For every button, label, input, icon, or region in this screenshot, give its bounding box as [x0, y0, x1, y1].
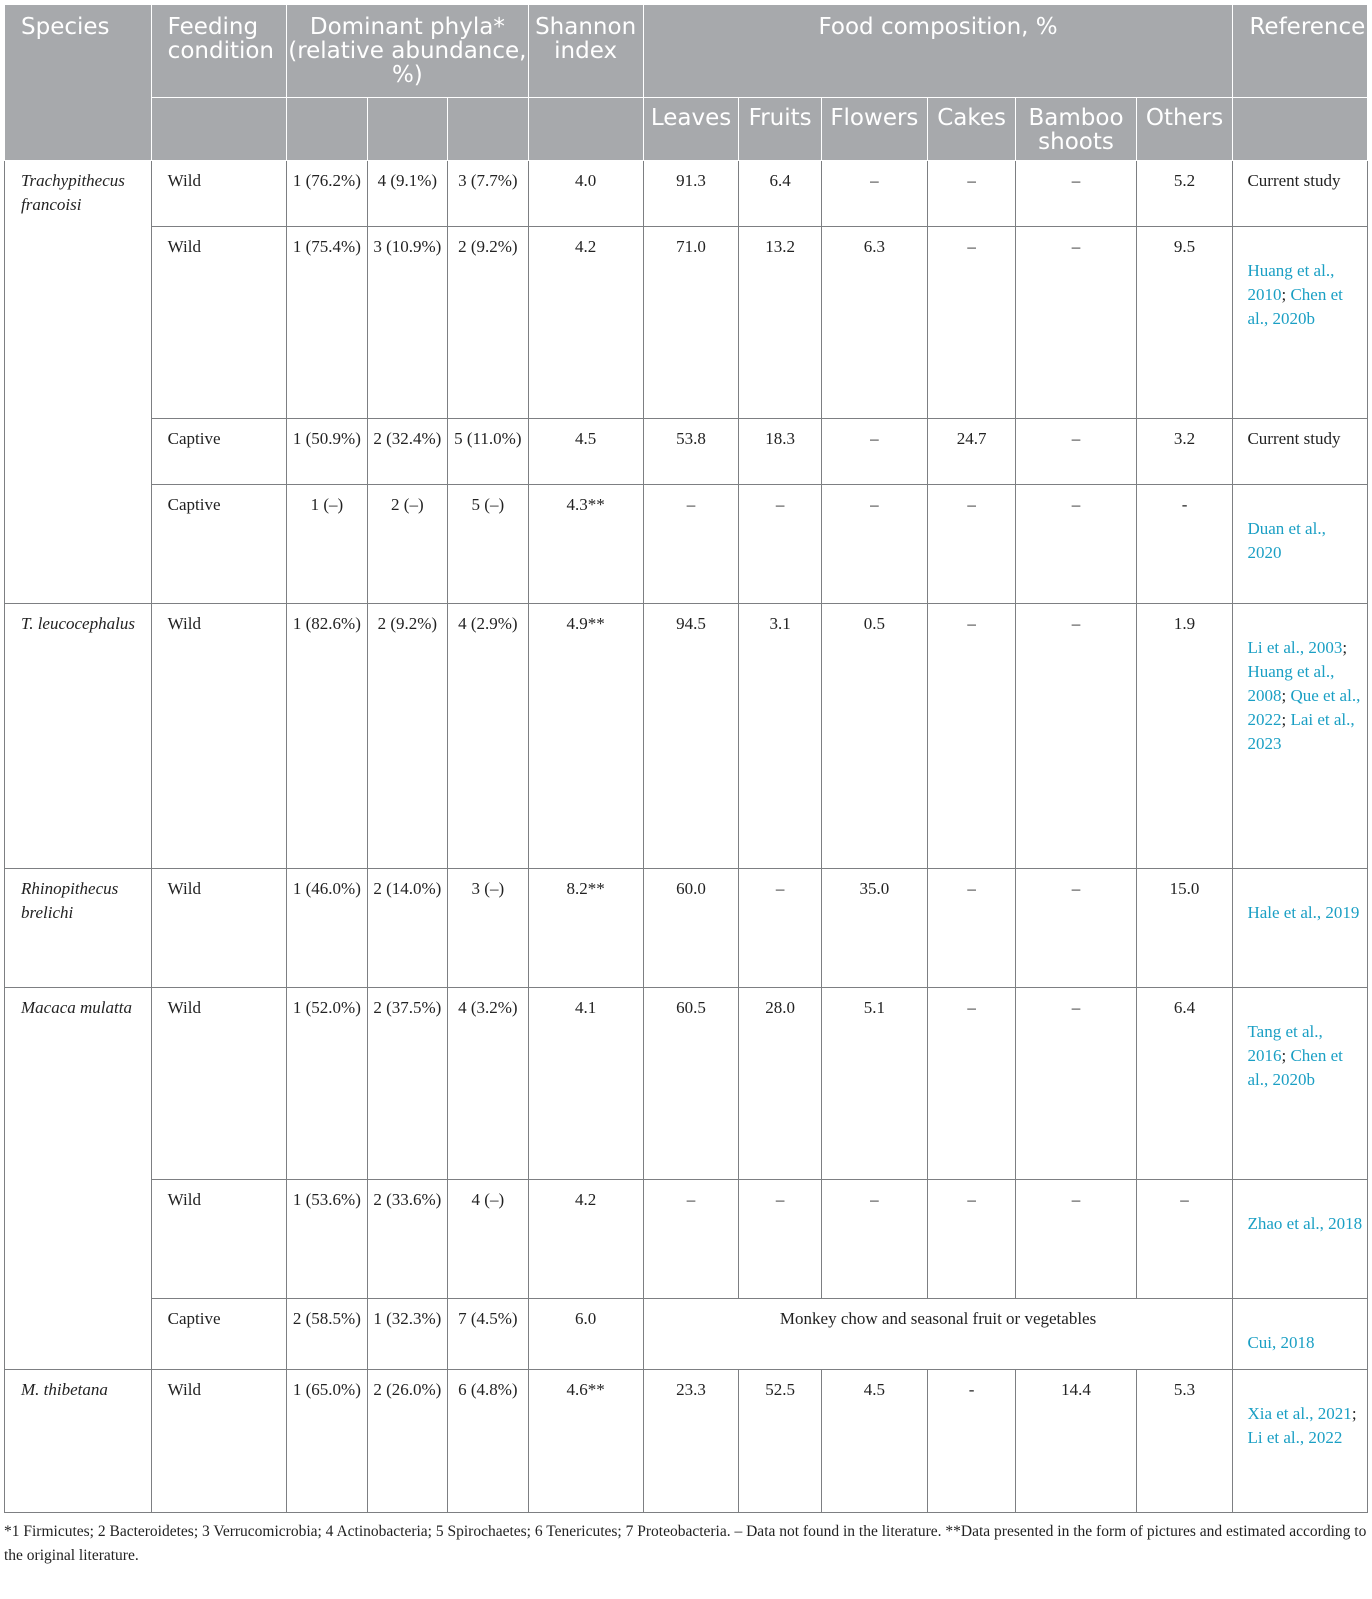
phyla-cell: 1 (52.0%)	[287, 988, 367, 1180]
phyla-cell: 1 (65.0%)	[287, 1370, 367, 1513]
flowers-cell: –	[821, 161, 927, 227]
feeding-cell: Captive	[151, 1299, 286, 1370]
table-row	[5, 485, 1368, 604]
header-blank	[151, 98, 286, 161]
reference-cell	[1233, 869, 1368, 988]
leaves-cell: 71.0	[643, 227, 739, 419]
reference-link[interactable]: Li et al., 2003	[1247, 638, 1343, 657]
phyla-cell: 4 (2.9%)	[448, 604, 529, 869]
feeding-cell: Wild	[151, 227, 286, 419]
bamboo-cell: –	[1016, 161, 1136, 227]
bamboo-cell: –	[1016, 227, 1136, 419]
table-row	[5, 161, 1368, 227]
species-cell: Macaca mulatta	[5, 988, 152, 1370]
species-cell: M. thibetana	[5, 1370, 152, 1513]
phyla-cell: 5 (11.0%)	[448, 419, 529, 485]
table-container	[4, 4, 1368, 1513]
shannon-cell: 4.5	[528, 419, 643, 485]
table-row	[5, 1370, 1368, 1513]
feeding-cell: Wild	[151, 869, 286, 988]
fruits-cell: –	[739, 869, 822, 988]
phyla-cell: 1 (53.6%)	[287, 1180, 367, 1299]
table-row	[5, 988, 1368, 1180]
food-note-cell: Monkey chow and seasonal fruit or vegetables	[643, 1299, 1233, 1370]
feeding-cell: Captive	[151, 485, 286, 604]
feeding-cell: Wild	[151, 988, 286, 1180]
fruits-cell: 28.0	[739, 988, 822, 1180]
fruits-cell: 52.5	[739, 1370, 822, 1513]
reference-cell	[1233, 1299, 1368, 1370]
shannon-cell: 4.3**	[528, 485, 643, 604]
species-cell: Trachypithecus francoisi	[5, 161, 152, 604]
leaves-cell: 94.5	[643, 604, 739, 869]
phyla-cell: 2 (58.5%)	[287, 1299, 367, 1370]
reference-cell	[1233, 1180, 1368, 1299]
others-cell: 6.4	[1136, 988, 1233, 1180]
phyla-cell: 5 (–)	[448, 485, 529, 604]
phyla-cell: 3 (7.7%)	[448, 161, 529, 227]
reference-link[interactable]: Chen et al., 2020b	[1247, 1046, 1343, 1089]
flowers-cell: –	[821, 419, 927, 485]
fruits-cell: 13.2	[739, 227, 822, 419]
table-row	[5, 604, 1368, 869]
fruits-cell: –	[739, 1180, 822, 1299]
feeding-cell: Captive	[151, 419, 286, 485]
shannon-cell: 4.2	[528, 227, 643, 419]
flowers-cell: 5.1	[821, 988, 927, 1180]
header-species: Species	[5, 5, 152, 161]
flowers-cell: –	[821, 485, 927, 604]
reference-link[interactable]: Duan et al., 2020	[1247, 519, 1326, 562]
phyla-cell: 2 (37.5%)	[367, 988, 447, 1180]
phyla-cell: 1 (32.3%)	[367, 1299, 447, 1370]
cakes-cell: –	[927, 869, 1016, 988]
header-bamboo-shoots: Bamboo shoots	[1016, 98, 1136, 161]
header-others: Others	[1136, 98, 1233, 161]
phyla-cell: 7 (4.5%)	[448, 1299, 529, 1370]
leaves-cell: –	[643, 485, 739, 604]
cakes-cell: –	[927, 485, 1016, 604]
fruits-cell: –	[739, 485, 822, 604]
reference-cell: Tang et al., 2016; Chen et al., 2020b	[1233, 988, 1368, 1180]
bamboo-cell: –	[1016, 988, 1136, 1180]
others-cell: -	[1136, 485, 1233, 604]
reference-link[interactable]: Tang et al., 2016	[1247, 1022, 1323, 1065]
reference-cell: Huang et al., 2010; Chen et al., 2020b	[1233, 227, 1368, 419]
leaves-cell: –	[643, 1180, 739, 1299]
phyla-cell: 2 (32.4%)	[367, 419, 447, 485]
header-flowers: Flowers	[821, 98, 927, 161]
phyla-cell: 2 (14.0%)	[367, 869, 447, 988]
bamboo-cell: 14.4	[1016, 1370, 1136, 1513]
others-cell: 9.5	[1136, 227, 1233, 419]
others-cell: 5.2	[1136, 161, 1233, 227]
header-leaves: Leaves	[643, 98, 739, 161]
others-cell: 15.0	[1136, 869, 1233, 988]
phyla-cell: 3 (–)	[448, 869, 529, 988]
phyla-cell: 4 (3.2%)	[448, 988, 529, 1180]
others-cell: 3.2	[1136, 419, 1233, 485]
bamboo-cell: –	[1016, 604, 1136, 869]
reference-cell: Current study	[1233, 161, 1368, 227]
flowers-cell: 6.3	[821, 227, 927, 419]
phyla-cell: 1 (46.0%)	[287, 869, 367, 988]
bamboo-cell: –	[1016, 419, 1136, 485]
table-row	[5, 1299, 1368, 1370]
header-phyla: Dominant phyla* (relative abundance, %)	[287, 5, 528, 98]
reference-link[interactable]: Chen et al., 2020b	[1247, 285, 1343, 328]
phyla-cell: 2 (9.2%)	[367, 604, 447, 869]
leaves-cell: 60.5	[643, 988, 739, 1180]
header-shannon: Shannon index	[528, 5, 643, 98]
cakes-cell: –	[927, 161, 1016, 227]
cakes-cell: –	[927, 227, 1016, 419]
reference-link[interactable]: Li et al., 2022	[1247, 1428, 1343, 1447]
others-cell: 5.3	[1136, 1370, 1233, 1513]
phyla-cell: 1 (82.6%)	[287, 604, 367, 869]
header-cakes: Cakes	[927, 98, 1016, 161]
flowers-cell: 35.0	[821, 869, 927, 988]
reference-link[interactable]: Cui, 2018	[1247, 1333, 1315, 1352]
cakes-cell: –	[927, 604, 1016, 869]
flowers-cell: 4.5	[821, 1370, 927, 1513]
shannon-cell: 4.9**	[528, 604, 643, 869]
comparison-table	[4, 4, 1368, 1513]
phyla-cell: 2 (33.6%)	[367, 1180, 447, 1299]
reference-cell: Xia et al., 2021; Li et al., 2022	[1233, 1370, 1368, 1513]
shannon-cell: 8.2**	[528, 869, 643, 988]
table-row	[5, 1180, 1368, 1299]
phyla-cell: 1 (75.4%)	[287, 227, 367, 419]
fruits-cell: 3.1	[739, 604, 822, 869]
reference-link[interactable]: Huang et al., 2010	[1247, 261, 1335, 304]
feeding-cell: Wild	[151, 161, 286, 227]
others-cell: –	[1136, 1180, 1233, 1299]
phyla-cell: 2 (26.0%)	[367, 1370, 447, 1513]
phyla-cell: 2 (9.2%)	[448, 227, 529, 419]
shannon-cell: 4.6**	[528, 1370, 643, 1513]
header-blank	[287, 98, 367, 161]
reference-link[interactable]: Lai et al., 2023	[1247, 710, 1355, 753]
reference-link[interactable]: Que et al., 2022	[1247, 686, 1361, 729]
feeding-cell: Wild	[151, 604, 286, 869]
fruits-cell: 6.4	[739, 161, 822, 227]
table-row	[5, 227, 1368, 419]
reference-link[interactable]: Xia et al., 2021	[1247, 1404, 1352, 1423]
table-row	[5, 419, 1368, 485]
flowers-cell: –	[821, 1180, 927, 1299]
reference-cell	[1233, 485, 1368, 604]
reference-cell: Li et al., 2003; Huang et al., 2008; Que et al., 2022; Lai et al., 2023	[1233, 604, 1368, 869]
bamboo-cell: –	[1016, 1180, 1136, 1299]
phyla-cell: 4 (–)	[448, 1180, 529, 1299]
species-cell: T. leucocephalus	[5, 604, 152, 869]
flowers-cell: 0.5	[821, 604, 927, 869]
phyla-cell: 1 (50.9%)	[287, 419, 367, 485]
species-cell: Rhinopithecus brelichi	[5, 869, 152, 988]
phyla-cell: 2 (–)	[367, 485, 447, 604]
cakes-cell: 24.7	[927, 419, 1016, 485]
leaves-cell: 60.0	[643, 869, 739, 988]
others-cell: 1.9	[1136, 604, 1233, 869]
table-row	[5, 869, 1368, 988]
reference-cell: Current study	[1233, 419, 1368, 485]
phyla-cell: 3 (10.9%)	[367, 227, 447, 419]
phyla-cell: 1 (–)	[287, 485, 367, 604]
header-blank	[367, 98, 447, 161]
fruits-cell: 18.3	[739, 419, 822, 485]
reference-link[interactable]: Hale et al., 2019	[1247, 903, 1360, 922]
header-reference: Reference	[1233, 5, 1368, 98]
cakes-cell: -	[927, 1370, 1016, 1513]
feeding-cell: Wild	[151, 1180, 286, 1299]
shannon-cell: 4.0	[528, 161, 643, 227]
feeding-cell: Wild	[151, 1370, 286, 1513]
reference-link[interactable]: Huang et al., 2008	[1247, 662, 1335, 705]
header-feeding: Feeding condition	[151, 5, 286, 98]
bamboo-cell: –	[1016, 869, 1136, 988]
header-blank	[528, 98, 643, 161]
leaves-cell: 23.3	[643, 1370, 739, 1513]
shannon-cell: 4.2	[528, 1180, 643, 1299]
leaves-cell: 91.3	[643, 161, 739, 227]
phyla-cell: 1 (76.2%)	[287, 161, 367, 227]
leaves-cell: 53.8	[643, 419, 739, 485]
bamboo-cell: –	[1016, 485, 1136, 604]
header-blank	[1233, 98, 1368, 161]
cakes-cell: –	[927, 988, 1016, 1180]
header-fruits: Fruits	[739, 98, 822, 161]
table-footnote: *1 Firmicutes; 2 Bacteroidetes; 3 Verrucomicrobia; 4 Actinobacteria; 5 Spirochaetes; 6 Tenericutes; 7 Proteobacteria. – Data not found in the literature. **Data presented in the form of pictures and estimated according to the original literature.	[4, 1523, 1367, 1564]
phyla-cell: 6 (4.8%)	[448, 1370, 529, 1513]
shannon-cell: 4.1	[528, 988, 643, 1180]
shannon-cell: 6.0	[528, 1299, 643, 1370]
phyla-cell: 4 (9.1%)	[367, 161, 447, 227]
reference-link[interactable]: Zhao et al., 2018	[1247, 1214, 1363, 1233]
header-blank	[448, 98, 529, 161]
header-food: Food composition, %	[643, 5, 1233, 98]
cakes-cell: –	[927, 1180, 1016, 1299]
